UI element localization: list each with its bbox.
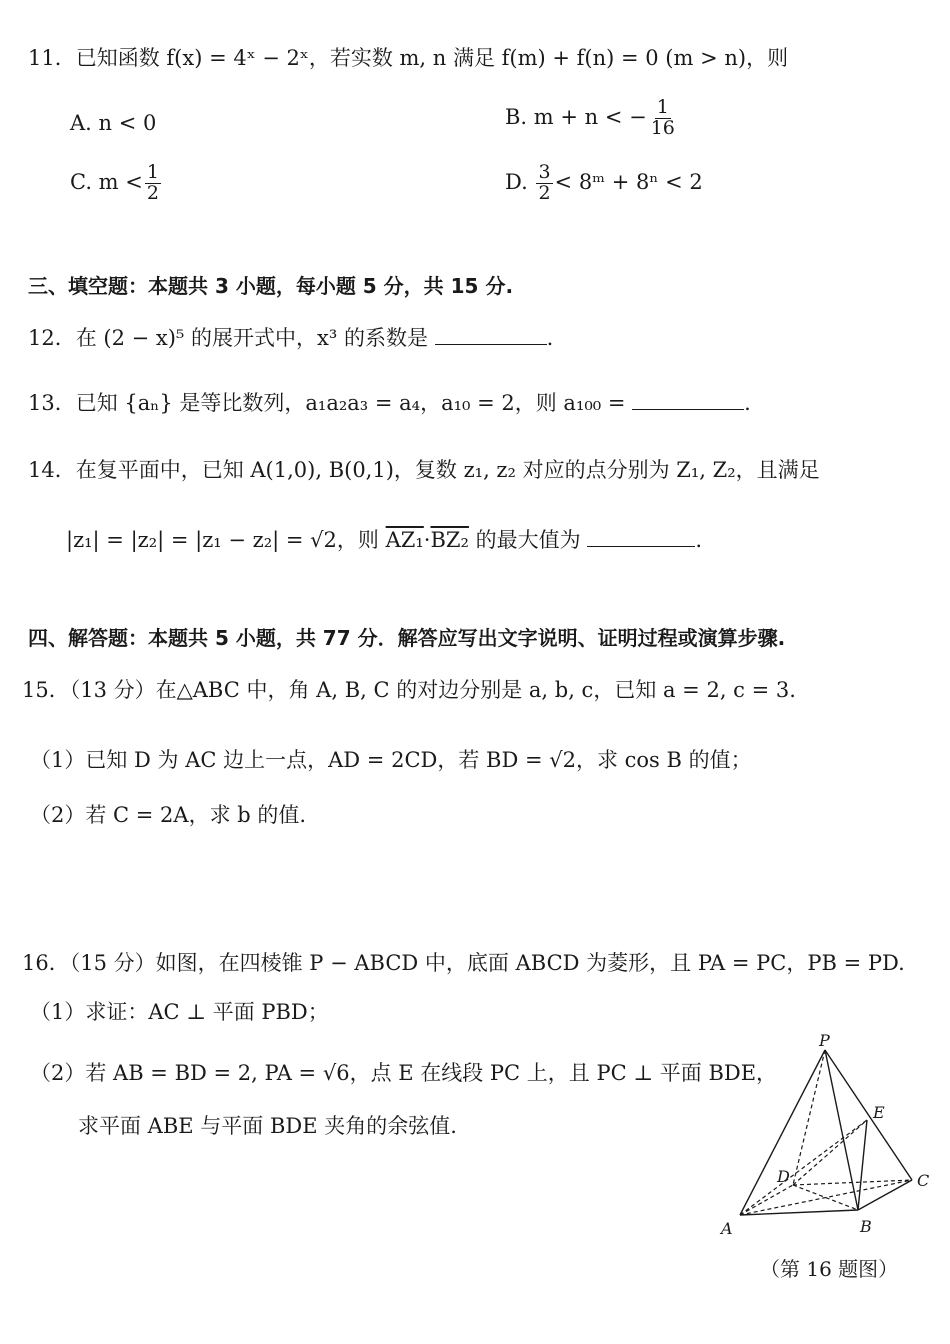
label-c: C bbox=[917, 1171, 930, 1190]
label-p: P bbox=[819, 1031, 830, 1050]
label-e: E bbox=[873, 1103, 885, 1122]
fraction-numerator: 1 bbox=[146, 161, 159, 183]
q11-stem: 11．已知函数 f(x) = 4ˣ − 2ˣ，若实数 m, n 满足 f(m) + f(n) = 0 (m > n)，则 bbox=[28, 46, 789, 70]
q11-option-a: A. n < 0 bbox=[70, 111, 157, 135]
q16-stem: 16．（15 分）如图，在四棱锥 P − ABCD 中，底面 ABCD 为菱形，且 PA = PC，PB = PD. bbox=[22, 951, 905, 975]
section-3-heading: 三、填空题：本题共 3 小题，每小题 5 分，共 15 分. bbox=[28, 274, 514, 298]
q11-option-c-fraction bbox=[145, 163, 161, 204]
q14-answer-blank bbox=[587, 542, 695, 547]
fraction-numerator: 1 bbox=[656, 96, 669, 118]
edge-pa bbox=[740, 1050, 825, 1215]
figure-caption: （第 16 题图） bbox=[760, 1257, 899, 1281]
edge-ae bbox=[740, 1120, 867, 1215]
q16-part2: （2）若 AB = BD = 2, PA = √6，点 E 在线段 PC 上，且 PC ⊥ 平面 BDE， bbox=[30, 1061, 778, 1085]
q14-vector-az1: AZ₁ bbox=[385, 528, 424, 552]
q14-line2 bbox=[66, 530, 702, 551]
section-4-heading: 四、解答题：本题共 5 小题，共 77 分．解答应写出文字说明、证明过程或演算步骤. bbox=[28, 626, 786, 650]
q11-option-c-prefix: C. m < bbox=[70, 169, 143, 194]
fraction-denominator: 2 bbox=[146, 181, 159, 204]
q15-stem: 15．（13 分）在△ABC 中，角 A, B, C 的对边分别是 a, b, c，已知 a = 2, c = 3. bbox=[22, 678, 796, 702]
edge-be bbox=[858, 1120, 867, 1210]
q14-line1: 14．在复平面中，已知 A(1,0), B(0,1)，复数 z₁, z₂ 对应的点分别为 Z₁, Z₂，且满足 bbox=[28, 458, 820, 482]
fraction-denominator: 16 bbox=[650, 116, 675, 139]
q15-part1: （1）已知 D 为 AC 边上一点，AD = 2CD，若 BD = √2，求 cos B 的值； bbox=[30, 748, 752, 772]
q14-dot: · bbox=[423, 528, 431, 552]
q11-option-b-fraction bbox=[649, 98, 677, 139]
fraction-denominator: 2 bbox=[538, 181, 551, 204]
q12-text: 12．在 (2 − x)⁵ 的展开式中，x³ 的系数是 bbox=[28, 326, 428, 350]
q14-condition: |z₁| = |z₂| = |z₁ − z₂| = √2，则 bbox=[66, 528, 379, 552]
edge-ab bbox=[740, 1210, 858, 1215]
q11-option-d-prefix: D. bbox=[505, 169, 528, 194]
q12-end: . bbox=[546, 326, 554, 350]
q13-answer-blank bbox=[632, 405, 744, 410]
q14-vector-bz2: BZ₂ bbox=[430, 528, 469, 552]
q11-option-d bbox=[505, 163, 703, 204]
q12-answer-blank bbox=[435, 340, 547, 345]
q11-option-d-fraction bbox=[536, 163, 552, 204]
label-a: A bbox=[721, 1219, 733, 1238]
q11-option-d-suffix: < 8ᵐ + 8ⁿ < 2 bbox=[554, 169, 703, 194]
q11-option-b bbox=[505, 98, 679, 139]
q14-ask: 的最大值为 bbox=[475, 528, 581, 552]
edge-pd bbox=[793, 1050, 825, 1185]
q12 bbox=[28, 328, 553, 349]
edge-de bbox=[793, 1120, 867, 1185]
q11-option-c bbox=[70, 163, 163, 204]
q14-end: . bbox=[695, 528, 702, 552]
fraction-numerator: 3 bbox=[538, 161, 551, 183]
q13-text: 13．已知 {aₙ} 是等比数列，a₁a₂a₃ = a₄，a₁₀ = 2，则 a₁₀₀ = bbox=[28, 391, 626, 415]
q16-part1: （1）求证：AC ⊥ 平面 PBD； bbox=[30, 1000, 329, 1024]
edge-bc bbox=[858, 1180, 912, 1210]
q11-option-b-prefix: B. m + n < − bbox=[505, 104, 647, 129]
q13-end: . bbox=[744, 391, 751, 415]
q16-part2-cont: 求平面 ABE 与平面 BDE 夹角的余弦值. bbox=[78, 1114, 457, 1138]
edge-ac bbox=[740, 1180, 912, 1215]
label-b: B bbox=[860, 1217, 872, 1236]
q15-part2: （2）若 C = 2A，求 b 的值. bbox=[30, 803, 307, 827]
q13 bbox=[28, 393, 751, 414]
pyramid-figure bbox=[715, 1030, 945, 1240]
label-d: D bbox=[777, 1167, 790, 1186]
